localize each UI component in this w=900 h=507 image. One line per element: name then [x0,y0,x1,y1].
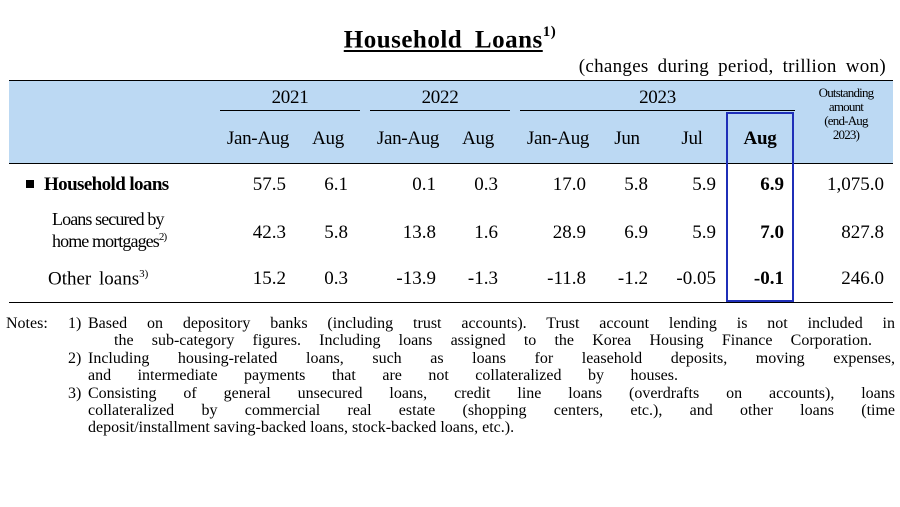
table-cell-highlight: 7.0 [760,222,784,243]
outstanding-line4: 2023) [832,127,860,142]
table-cell: 6.1 [324,174,348,195]
table-cell: 246.0 [841,268,884,289]
note-1-line-1: Based on depository banks (including trust accounts). Trust account lending is not included in [88,315,895,332]
row-other-loans-label [48,268,148,290]
table-cell-highlight: 6.9 [760,174,784,195]
period-2023-jun: Jun [614,128,640,149]
note-3-line-2: collateralized by commercial real estate (shopping centers, etc.), and other loans (time [88,402,895,419]
square-bullet-icon [26,180,34,188]
period-2022-jan-aug: Jan-Aug [376,128,440,149]
mortgage-label-line2-text: home mortgages [52,231,159,251]
table-cell: -11.8 [547,268,586,289]
top-rule [9,80,893,81]
mortgage-footnote-marker: 2) [158,231,167,243]
table-cell: 1,075.0 [827,174,884,195]
table-cell: -13.9 [396,268,436,289]
period-2023-jan-aug: Jan-Aug [526,128,590,149]
period-2022-aug: Aug [462,128,494,149]
outstanding-line3: (end-Aug [824,113,868,128]
other-loans-footnote-marker: 3) [139,268,149,280]
other-loans-text: Other loans [48,268,140,290]
table-cell: 6.9 [624,222,648,243]
table-cell: 0.3 [324,268,348,289]
unit-caption: (changes during period, trillion won) [578,56,886,77]
table-cell: 827.8 [841,222,884,243]
note-2-marker: 2) [68,350,82,367]
table-cell: -0.05 [676,268,716,289]
table-cell: 15.2 [252,268,286,289]
note-1-line-2: the sub-category figures. Including loans assigned to the Korea Housing Finance Corporation. [114,332,872,349]
year-2022-underline [370,110,510,111]
year-2021-underline [220,110,360,111]
year-2022: 2022 [421,87,459,108]
outstanding-line2: amount [828,99,864,114]
table-cell: 5.9 [692,222,716,243]
period-2021-aug: Aug [312,128,344,149]
row-mortgage-loans-label [52,210,166,250]
notes-prefix: Notes: [6,315,48,332]
table-cell: 1.6 [474,222,498,243]
table-cell: 0.3 [474,174,498,195]
mortgage-label-line2 [52,228,166,250]
row-household-loans-label: Household loans [44,174,169,195]
table-cell: -1.2 [617,268,648,289]
period-2021-jan-aug: Jan-Aug [226,128,290,149]
table-cell: 17.0 [552,174,586,195]
note-3-line-1: Consisting of general unsecured loans, credit line loans (overdrafts on accounts), loans [88,385,895,402]
bottom-rule [9,302,893,303]
table-cell: 5.8 [624,174,648,195]
table-cell: 5.9 [692,174,716,195]
table-cell: 5.8 [324,222,348,243]
table-title [0,26,900,54]
table-cell: 28.9 [552,222,586,243]
note-1-marker: 1) [68,315,82,332]
note-3-marker: 3) [68,385,82,402]
year-2021: 2021 [271,87,309,108]
table-cell: 42.3 [252,222,286,243]
title-footnote-marker: 1) [542,24,557,40]
table-cell: -1.3 [467,268,498,289]
table-cell-highlight: -0.1 [753,268,784,289]
outstanding-line1: Outstanding [818,85,874,100]
year-2023-underline [520,110,795,111]
table-cell: 57.5 [252,174,286,195]
table-cell: 0.1 [412,174,436,195]
note-2-line-1: Including housing-related loans, such as loans for leasehold deposits, moving expenses, [88,350,895,367]
title-text: Household Loans [343,26,543,54]
note-3-line-3: deposit/installment saving-backed loans, stock-backed loans, etc.). [88,419,515,436]
period-2023-aug: Aug [743,128,777,149]
year-2023: 2023 [639,87,676,108]
table-cell: 13.8 [402,222,436,243]
aug-2023-highlight-box [726,112,794,302]
mortgage-label-line1: Loans secured by [52,209,164,229]
outstanding-header [798,86,894,142]
note-2-line-2: and intermediate payments that are not collateralized by houses. [88,367,678,384]
period-2023-jul: Jul [681,128,703,149]
